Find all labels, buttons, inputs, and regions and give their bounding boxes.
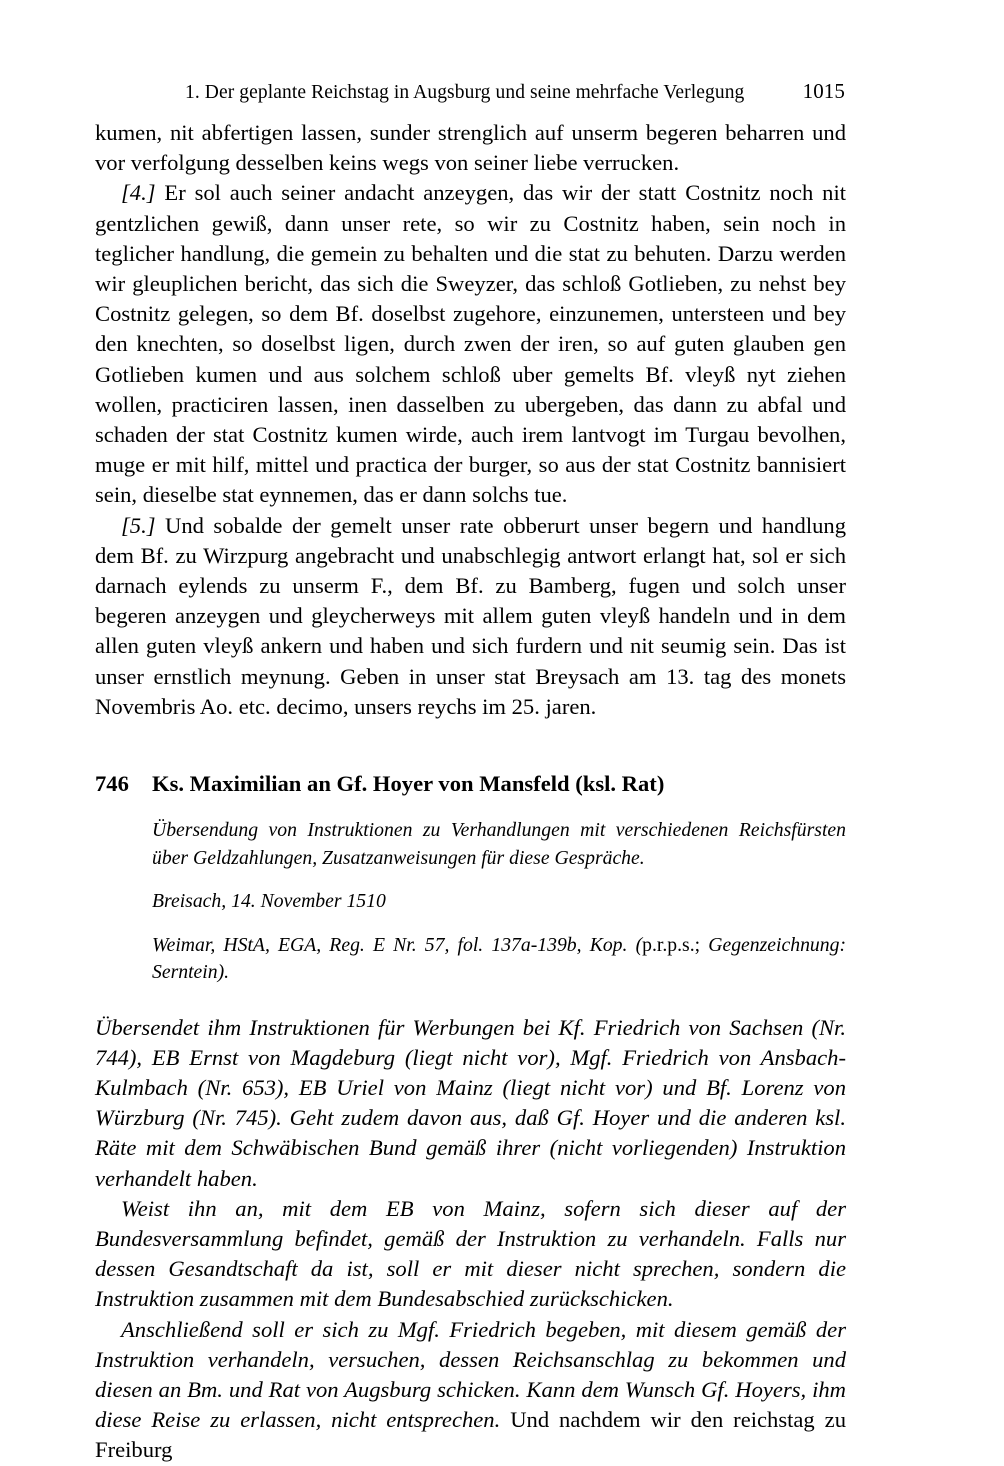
document-dateline: Breisach, 14. November 1510 bbox=[152, 890, 386, 913]
running-head bbox=[95, 78, 845, 106]
document-regest-title: Übersendung von Instruktionen zu Verhandlungen mit verschiedenen Reichsfürsten über Geldzahlungen, Zusatzanweisungen für diese Gespräche. bbox=[152, 819, 846, 869]
document-heading bbox=[95, 769, 846, 799]
archive-reference-main: Weimar, HStA, EGA, Reg. E Nr. 57, fol. 137a-139b, Kop. ( bbox=[152, 933, 643, 956]
regest-paragraph-3 bbox=[95, 1315, 846, 1466]
document-title: Ks. Maximilian an Gf. Hoyer von Mansfeld (ksl. Rat) bbox=[152, 771, 665, 797]
text-column bbox=[95, 118, 846, 1466]
paragraph-continued: kumen, nit abfertigen lassen, sunder strenglich auf unserm begeren beharren und vor verfolgung desselben keins wegs von seiner liebe verrucken. bbox=[95, 120, 846, 176]
page-number: 1015 bbox=[802, 79, 845, 103]
article-text-5: Und sobalde der gemelt unser rate obberurt unser begern und handlung dem Bf. zu Wirzpurg angebracht und unabschlegig antwort erlangt hat, sol er sich darnach eylends zu unserm F., dem Bf. zu Bamberg, fugen und solch unser begeren anzeygen und gleycherweys mit allem guten vleyß handeln und in dem allen guten vleyß ankern und haben und sich furdern und nit seumig sein. Das ist unser ernstlich meynung. Geben in unser stat Breysach am 13. tag des monets Novembris Ao. etc. decimo, unsers reychs im 25. jaren. bbox=[95, 512, 846, 719]
regest-paragraph-1: Übersendet ihm Instruktionen für Werbungen bei Kf. Friedrich von Sachsen (Nr. 744), EB Ernst von Magdeburg (liegt nicht vor), Mgf. Friedrich von Ansbach-Kulmbach (Nr. 653), EB Uriel von Mainz (liegt nicht vor) und Bf. Lorenz von Würzburg (Nr. 745). Geht zudem davon aus, daß Gf. Hoyer und die anderen ksl. Räte mit dem Schwäbischen Bund gemäß ihrer (nicht vorliegenden) Instruktion verhandelt haben. bbox=[95, 1014, 846, 1191]
article-marker-5: [5.] bbox=[121, 512, 156, 538]
regest-paragraph-2: Weist ihn an, mit dem EB von Mainz, sofern sich dieser auf der Bundesversammlung befindet, gemäß der Instruktion zu verhandeln. Falls nur dessen Gesandtschaft da ist, soll er mit dieser nicht sprechen, sondern die Instruktion zusammen mit dem Bundesabschied zurückschicken. bbox=[95, 1195, 846, 1312]
document-number: 746 bbox=[95, 771, 129, 797]
article-marker-4: [4.] bbox=[121, 180, 156, 206]
document-archive-reference bbox=[152, 932, 846, 987]
paragraph-article-5 bbox=[95, 511, 846, 722]
regest-body bbox=[95, 1013, 846, 1466]
regest-paragraph-3-quote: Und nachdem wir den reichstag zu Freiburg bbox=[95, 1407, 846, 1463]
archive-reference-tail: Gegenzeichnung: Serntein). bbox=[152, 933, 847, 984]
regest-paragraph-3-italic: Anschließend soll er sich zu Mgf. Friedrich begeben, mit diesem gemäß der Instruktion verhandeln, versuchen, dessen Reichsanschlag zu bekommen und diesen an Bm. und Rat von Augsburg schicken. Kann dem Wunsch Gf. Hoyers, ihm diese Reise zu erlassen, nicht entsprechen. bbox=[95, 1316, 846, 1433]
archive-reference-roman-abbrev: p.r.p.s.; bbox=[642, 933, 701, 956]
article-text-4: Er sol auch seiner andacht anzeygen, das wir der statt Costnitz noch nit gentzlichen gewiß, dann unser rete, so wir zu Costnitz haben, sein noch in teglicher handlung, die gemein zu behalten und die stat zu behuten. Darzu werden wir gleuplichen bericht, das sich die Sweyzer, das schloß Gotlieben, zu nehst bey Costnitz gelegen, so dem Bf. doselbst zugehore, einzunemen, untersteen und bey den knechten, so doselbst ligen, durch zwen der iren, so auf guten glauben gen Gotlieben kumen und aus solchem schloß uber gemelts Bf. vleyß nyt ziehen wollen, practiciren lassen, inen dasselben zu ubergeben, das dann zu abfal und schaden der stat Costnitz kumen wirde, auch irem lantvogt im Turgau bevolhen, muge er mit hilf, mittel und practica der burger, so aus der stat Costnitz bannisiert sein, dieselbe stat eynnemen, das er dann solchs tue. bbox=[95, 180, 846, 508]
paragraph-article-4 bbox=[95, 178, 846, 510]
running-head-title: 1. Der geplante Reichstag in Augsburg und seine mehrfache Verlegung bbox=[185, 82, 745, 103]
